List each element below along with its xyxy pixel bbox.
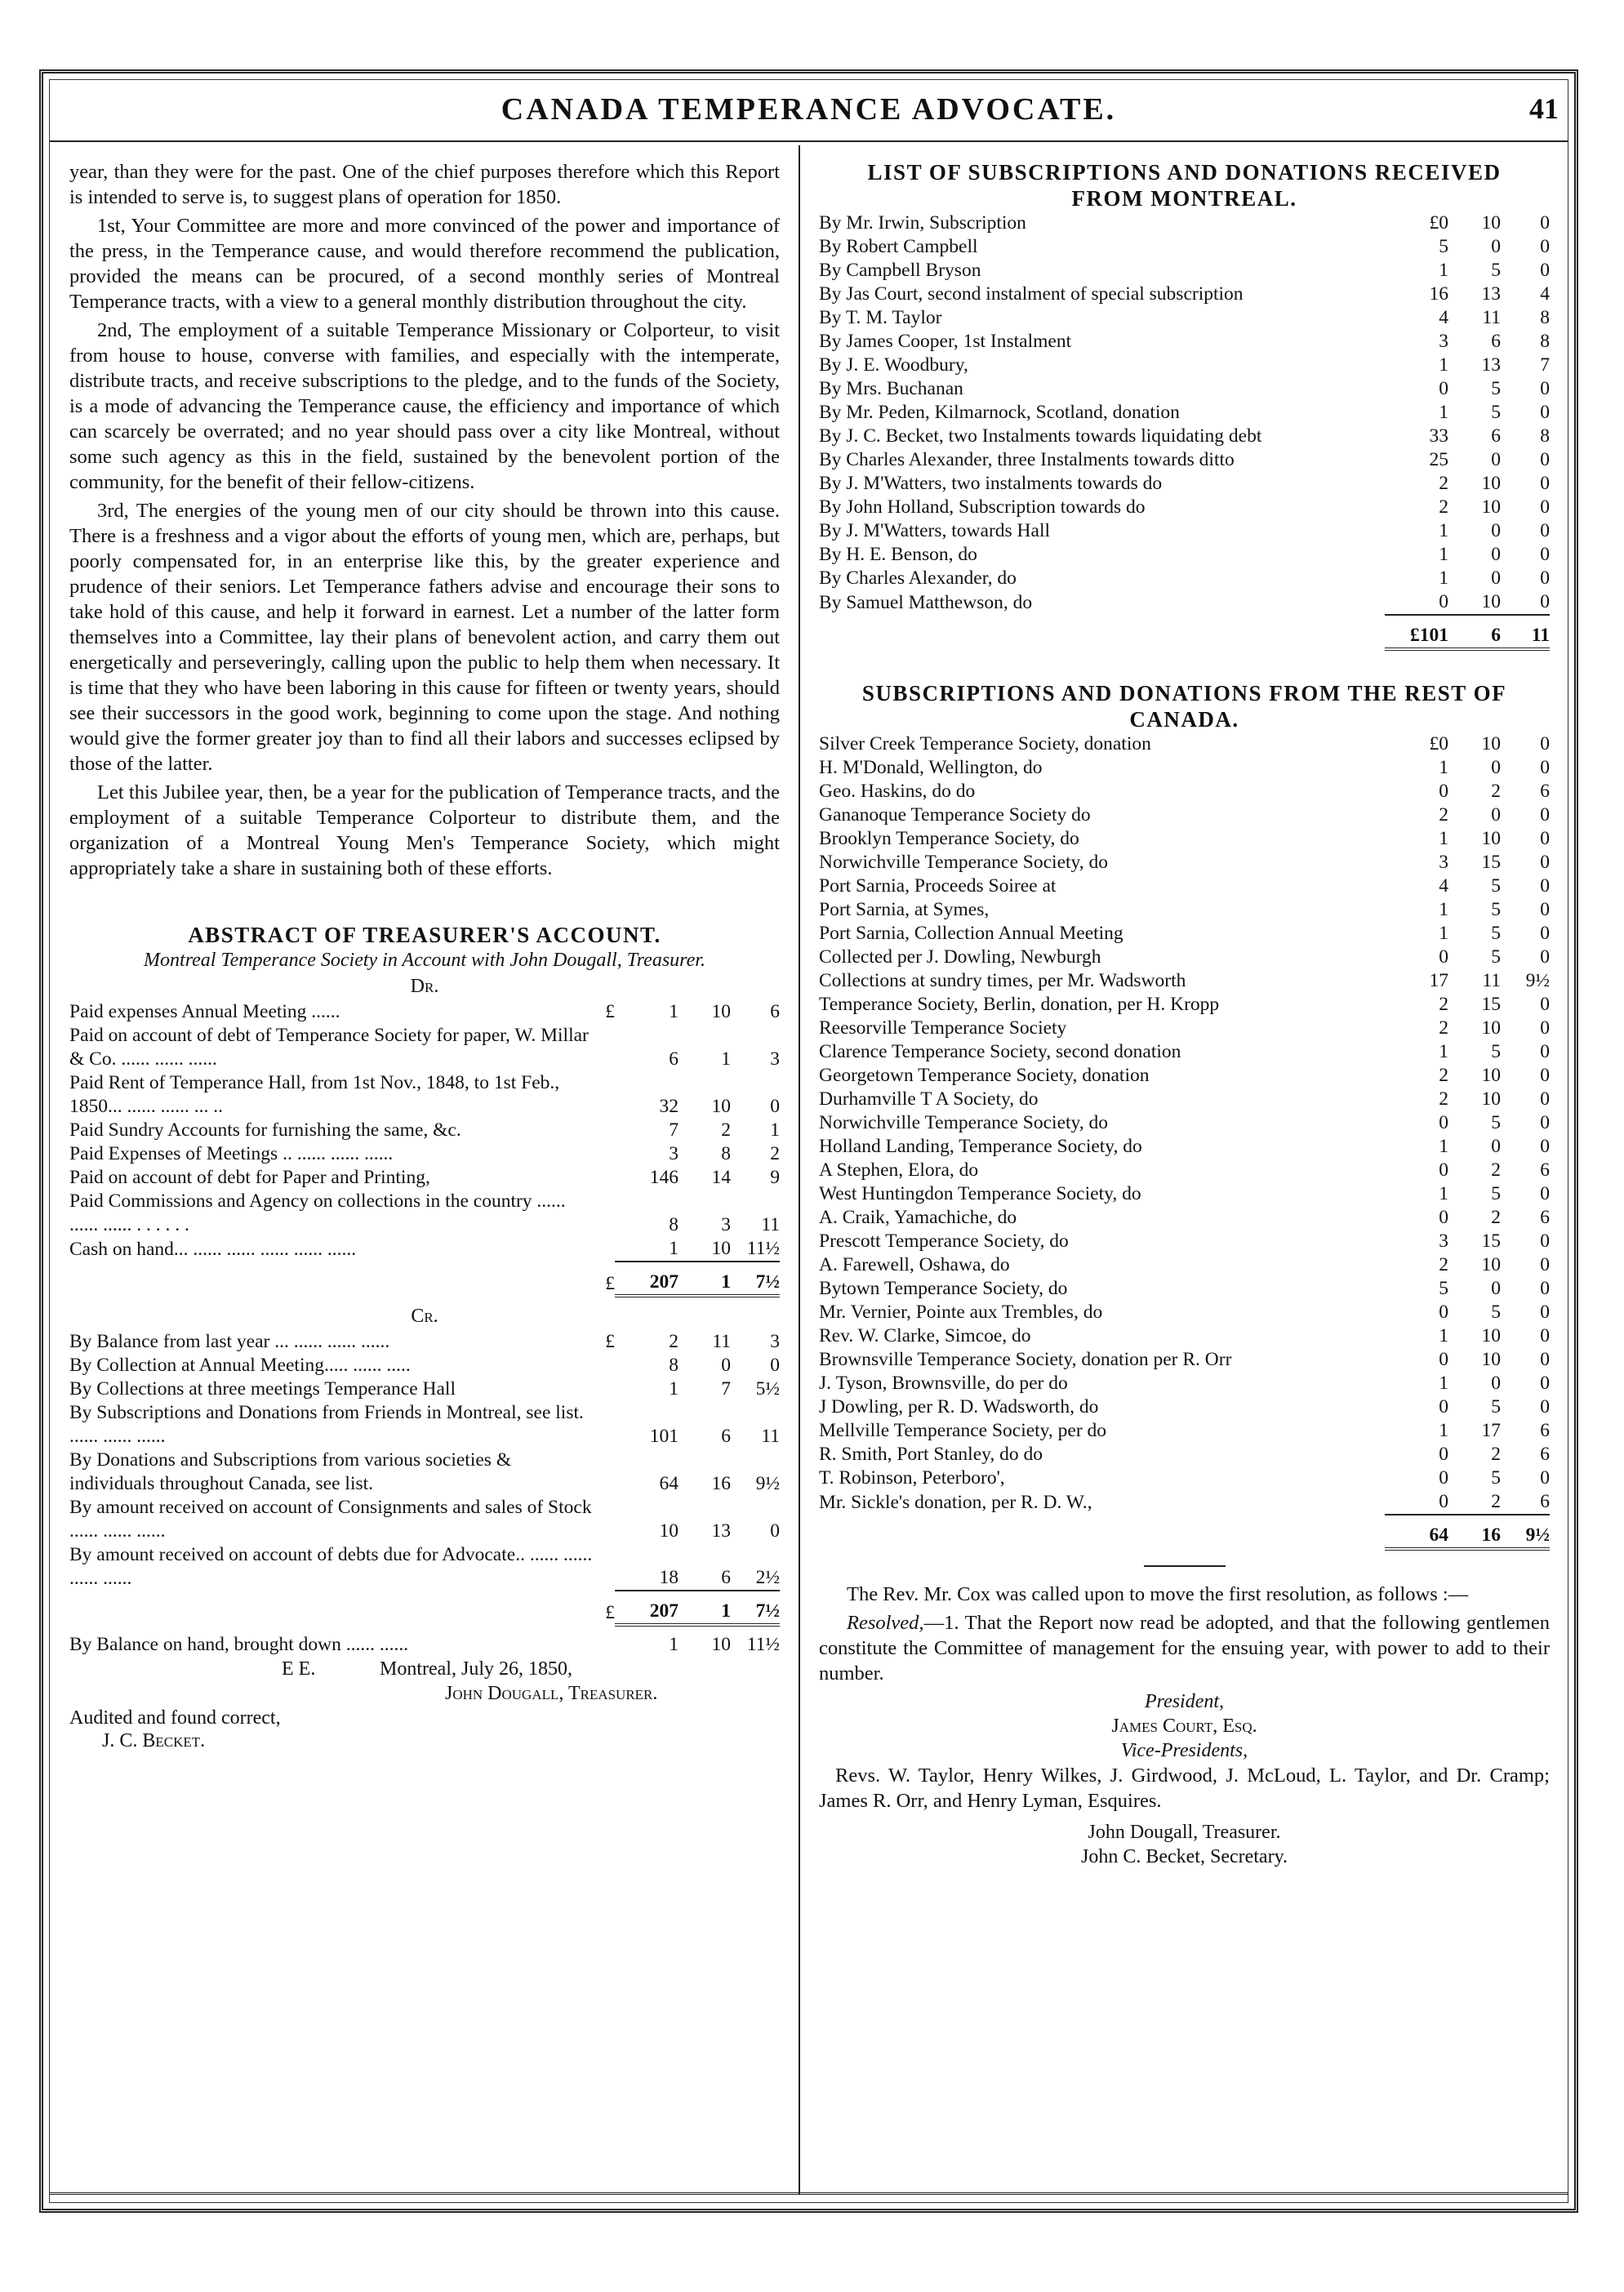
list-item: Mellville Temperance Society, per do 1 17 6 [819,1420,1550,1441]
treasurer-line: John Dougall, Treasurer. [1088,1822,1281,1843]
audit-note: Audited and found correct, [69,1707,281,1729]
ledger-row: Paid on account of debt for Paper and Printing, 146 14 9 [69,1167,780,1188]
list-total-row: £101 6 11 [819,615,1550,649]
list-item: By Robert Campbell 5 0 0 [819,236,1550,257]
list-item: Mr. Vernier, Pointe aux Trembles, do 0 5 0 [819,1302,1550,1323]
list-item: Holland Landing, Temperance Society, do 1 0 0 [819,1136,1550,1157]
president-label: President, [1144,1691,1225,1712]
list-item: Silver Creek Temperance Society, donation £0 10 0 [819,733,1550,754]
debit-total-row: £ 207 1 7½ [69,1262,780,1296]
treasurer-title: ABSTRACT OF TREASURER'S ACCOUNT. [188,923,661,947]
resolved-text: —1. That the Report now read be adopted, and that the following gentlemen constitute the Committee of management for the ensuing year, with power to add to their number. [819,1612,1550,1685]
list-item: J. Tyson, Brownsville, do per do 1 0 0 [819,1373,1550,1394]
header-rule [49,140,1568,142]
resolution-intro: The Rev. Mr. Cox was called upon to move the first resolution, as follows :— [847,1583,1469,1605]
periodical-title: CANADA TEMPERANCE ADVOCATE. [501,92,1117,127]
list-item: A Stephen, Elora, do 0 2 6 [819,1159,1550,1181]
credit-table [69,1330,780,1657]
ledger-row: Cash on hand... ...... ...... ...... ...... ...... 1 10 11½ [69,1238,780,1260]
list-item: Norwichville Temperance Society, do 3 15 0 [819,852,1550,873]
list-item: By John Holland, Subscription towards do 2 10 0 [819,496,1550,518]
vice-presidents-label: Vice-Presidents, [1120,1740,1248,1761]
list-item: Clarence Temperance Society, second donation 1 5 0 [819,1041,1550,1062]
ledger-row: By amount received on account of Consignments and sales of Stock ...... ...... ...... 10 13 0 [69,1497,780,1542]
treasurer-signature: John Dougall, Treasurer. [445,1683,658,1704]
list-item: By Charles Alexander, three Instalments towards ditto 25 0 0 [819,449,1550,470]
report-text [69,159,780,881]
list-item: Rev. W. Clarke, Simcoe, do 1 10 0 [819,1325,1550,1346]
list-item: Georgetown Temperance Society, donation 2 10 0 [819,1065,1550,1086]
right-column [819,159,1550,1869]
list-item: By Charles Alexander, do 1 0 0 [819,567,1550,589]
list-item: By J. C. Becket, two Instalments towards liquidating debt 33 6 8 [819,425,1550,447]
ledger-row: Paid expenses Annual Meeting ...... £ 1 10 6 [69,1001,780,1022]
list-item: By J. M'Watters, towards Hall 1 0 0 [819,520,1550,541]
list-item: Collections at sundry times, per Mr. Wadsworth 17 11 9½ [819,970,1550,991]
treasurer-signature-block [69,1657,780,1751]
column-divider [799,145,800,2195]
ledger-row: By Donations and Subscriptions from various societies & individuals throughout Canada, see list. 64 16 9½ [69,1449,780,1494]
list-item: R. Smith, Port Stanley, do do 0 2 6 [819,1444,1550,1465]
list-item: T. Robinson, Peterboro', 0 5 0 [819,1467,1550,1489]
list-item: Port Sarnia, Proceeds Soiree at 4 5 0 [819,875,1550,897]
left-column [69,159,780,1751]
resolved-label: Resolved, [847,1612,924,1634]
debit-table [69,1000,780,1297]
list-item: Bytown Temperance Society, do 5 0 0 [819,1278,1550,1299]
list-item: By J. M'Watters, two instalments towards do 2 10 0 [819,473,1550,494]
list-item: By H. E. Benson, do 1 0 0 [819,544,1550,565]
president-name: James Court, Esq. [1111,1716,1257,1737]
list-item: Temperance Society, Berlin, donation, per H. Kropp 2 15 0 [819,994,1550,1015]
list-item: Reesorville Temperance Society 2 10 0 [819,1017,1550,1039]
list-item: Brooklyn Temperance Society, do 1 10 0 [819,828,1550,849]
page-header [49,82,1568,142]
place-date: Montreal, July 26, 1850, [380,1658,572,1680]
ledger-row: By Collection at Annual Meeting..... ...... ..... 8 0 0 [69,1355,780,1376]
credit-total-row: £ 207 1 7½ [69,1591,780,1625]
report-paragraph: Let this Jubilee year, then, be a year for the publication of Temperance tracts, and the employment of a suitable Temperance Colporteur to distribute them, and the organization of a Montreal Young Men's Temperance Society, which might appropriately take a share in sustaining both of these efforts. [69,781,780,879]
auditor-signature: J. C. Becket. [102,1730,206,1751]
report-paragraph: 3rd, The energies of the young men of our city should be thrown into this cause. There is a freshness and a vigor about the efforts of young men, which are, perhaps, but poorly compensated for, in an enterprise like this, by the greater experience and prudence of their seniors. Let Temperance fathers advise and encourage their sons to take hold of this cause, and help it forward in earnest. Let a number of the latter form themselves into a Committee, lay their plans of benevolent action, and carry them out energetically and perseveringly, calling upon the public to help them when necessary. It is time that they who have been laboring in this cause for fifteen or twenty years, should see their successors in the good work, beginning to come upon the stage. And nothing would give the former greater joy than to find all their labors and successes eclipsed by those of the latter. [69,500,780,775]
ledger-row: By Balance from last year ... ...... ...... ...... £ 2 11 3 [69,1331,780,1352]
montreal-list-title: LIST OF SUBSCRIPTIONS AND DONATIONS RECEIVED FROM MONTREAL. [867,160,1502,211]
list-item: Norwichville Temperance Society, do 0 5 0 [819,1112,1550,1133]
list-item: Geo. Haskins, do do 0 2 6 [819,781,1550,802]
montreal-subscriptions-table [819,211,1550,651]
list-total-row: 64 16 9½ [819,1515,1550,1549]
canada-subscriptions-table [819,732,1550,1551]
ledger-row: Paid Sundry Accounts for furnishing the same, &c. 7 2 1 [69,1119,780,1141]
ledger-row: Paid on account of debt of Temperance Society for paper, W. Millar & Co. ...... ...... ...... 6 1 3 [69,1025,780,1070]
list-item: Port Sarnia, at Symes, 1 5 0 [819,899,1550,920]
ledger-row: Paid Expenses of Meetings .. ...... ...... ...... 3 8 2 [69,1143,780,1164]
list-item: By Campbell Bryson 1 5 0 [819,260,1550,281]
section-divider [1144,1565,1226,1567]
list-item: H. M'Donald, Wellington, do 1 0 0 [819,757,1550,778]
list-item: By Mrs. Buchanan 0 5 0 [819,378,1550,399]
ledger-row: Paid Rent of Temperance Hall, from 1st Nov., 1848, to 1st Feb., 1850... ...... ...... ... .. 32 10 0 [69,1072,780,1117]
report-paragraph: 2nd, The employment of a suitable Temperance Missionary or Colporteur, to visit from house to house, converse with families, and especially with the intemperate, distribute tracts, and receive subscriptions to the pledge, and to the funds of the Society, is a mode of advancing the Temperance cause, the efficiency and importance of which can scarcely be overrated; and no year should pass over a city like Montreal, without some such agency as this in the field, sustained by the benevolent portion of the community, for the benefit of their fellow-citizens. [69,319,780,493]
list-item: By Jas Court, second instalment of special subscription 16 13 4 [819,283,1550,305]
ee-mark: E E. [282,1658,316,1680]
balance-row: By Balance on hand, brought down ...... ...... 1 10 11½ [69,1634,780,1655]
list-item: Prescott Temperance Society, do 3 15 0 [819,1231,1550,1252]
list-item: Durhamville T A Society, do 2 10 0 [819,1088,1550,1110]
canada-list-title: SUBSCRIPTIONS AND DONATIONS FROM THE REST OF CANADA. [861,681,1507,732]
list-item: J Dowling, per R. D. Wadsworth, do 0 5 0 [819,1396,1550,1417]
list-item: Brownsville Temperance Society, donation per R. Orr 0 10 0 [819,1349,1550,1370]
ledger-row: By amount received on account of debts due for Advocate.. ...... ...... ...... ...... 18 6 2½ [69,1544,780,1589]
list-item: By James Cooper, 1st Instalment 3 6 8 [819,331,1550,352]
page-number: 41 [1529,92,1559,125]
list-item: Port Sarnia, Collection Annual Meeting 1 5 0 [819,923,1550,944]
vice-presidents-names: Revs. W. Taylor, Henry Wilkes, J. Girdwood, J. McLoud, L. Taylor, and Dr. Cramp; James R. Orr, and Henry Lyman, Esquires. [819,1765,1550,1812]
treasurer-subtitle: Montreal Temperance Society in Account with John Dougall, Treasurer. [144,950,705,971]
list-item: By Mr. Irwin, Subscription £0 10 0 [819,212,1550,234]
resolution-text [819,1610,1550,1686]
list-item: Collected per J. Dowling, Newburgh 0 5 0 [819,946,1550,968]
ledger-row: By Collections at three meetings Temperance Hall 1 7 5½ [69,1378,780,1400]
ledger-row: Paid Commissions and Agency on collections in the country ...... ...... ...... . . . . . . 8 3 11 [69,1191,780,1235]
list-item: A. Craik, Yamachiche, do 0 2 6 [819,1207,1550,1228]
debit-label: Dr. [410,976,439,997]
list-item: Mr. Sickle's donation, per R. D. W., 0 2 6 [819,1491,1550,1513]
list-item: By Mr. Peden, Kilmarnock, Scotland, donation 1 5 0 [819,402,1550,423]
ledger-row: By Subscriptions and Donations from Friends in Montreal, see list. ...... ...... ...... 101 6 11 [69,1402,780,1447]
list-item: A. Farewell, Oshawa, do 2 10 0 [819,1254,1550,1275]
list-item: By Samuel Matthewson, do 0 10 0 [819,591,1550,613]
report-paragraph: year, than they were for the past. One of the chief purposes therefore which this Report is intended to serve is, to suggest plans of operation for 1850. [69,161,780,208]
secretary-line: John C. Becket, Secretary. [1080,1846,1288,1867]
credit-label: Cr. [411,1306,438,1327]
bottom-rule [49,2192,1568,2195]
list-item: By T. M. Taylor 4 11 8 [819,307,1550,328]
list-item: West Huntingdon Temperance Society, do 1 5 0 [819,1183,1550,1204]
list-item: By J. E. Woodbury, 1 13 7 [819,354,1550,376]
list-item: Gananoque Temperance Society do 2 0 0 [819,804,1550,826]
report-paragraph: 1st, Your Committee are more and more convinced of the power and importance of the press, in the Temperance cause, and would therefore recommend the publication, provided the means can be procured, of a second monthly series of Montreal Temperance tracts, with a view to a general monthly distribution throughout the city. [69,215,780,313]
